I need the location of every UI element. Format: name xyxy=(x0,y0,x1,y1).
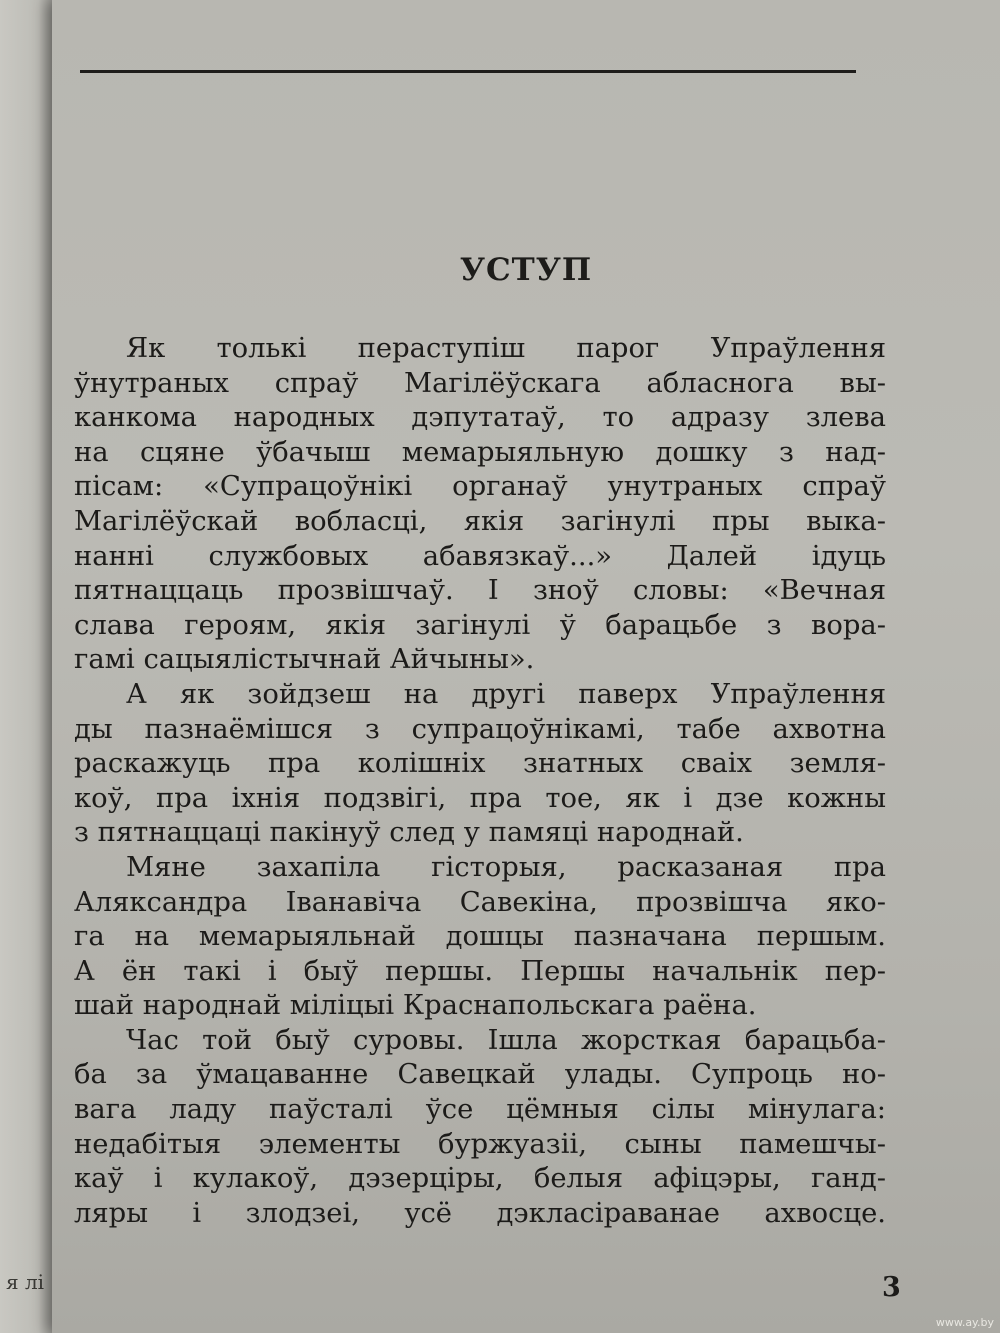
text-line: Мяне захапіла гісторыя, расказаная пра xyxy=(126,851,886,883)
text-line: Магілёўскай вобласці, якія загінулі пры выка- xyxy=(74,505,886,537)
text-line: коў, пра іхнія подзвігі, пра тое, як і дзе кожны xyxy=(74,782,886,814)
text-line: на сцяне ўбачыш мемарыяльную дошку з над- xyxy=(74,436,886,468)
body-text xyxy=(74,332,886,1231)
text-line: Аляксандра Іванавіча Савекіна, прозвішча яко- xyxy=(74,886,886,918)
text-line: канкома народных дэпутатаў, то адразу злева xyxy=(74,402,886,434)
text-line: ды пазнаёмішся з супрацоўнікамі, табе ахвотна xyxy=(74,713,886,745)
text-line: пісам: «Супрацоўнікі органаў унутраных спраў xyxy=(74,471,886,503)
text-line: каў і кулакоў, дэзерціры, белыя афіцэры, ганд- xyxy=(74,1163,886,1195)
text-line: А як зойдзеш на другі паверх Упраўлення xyxy=(126,678,886,710)
left-page-fragment: я лі xyxy=(6,1270,45,1294)
text-line: з пятнаццаці пакінуў след у памяці народнай. xyxy=(74,817,744,849)
chapter-title: УСТУП xyxy=(459,252,593,288)
text-line: ўнутраных спраў Магілёўскага абласнога вы- xyxy=(74,367,886,399)
text-line: раскажуць пра колішніх знатных сваіх земля- xyxy=(74,748,886,780)
text-line: нанні службовых абавязкаў...» Далей ідуць xyxy=(74,540,886,572)
text-line: вага ладу паўсталі ўсе цёмныя сілы мінулага: xyxy=(74,1094,886,1126)
text-line: Час той быў суровы. Ішла жорсткая барацьба- xyxy=(126,1024,886,1056)
text-line: ба за ўмацаванне Савецкай улады. Супроць но- xyxy=(74,1059,886,1091)
book-page xyxy=(52,0,1000,1333)
text-line: ляры і злодзеі, усё дэкласіраванае ахвосце. xyxy=(74,1197,886,1229)
header-rule xyxy=(80,70,856,73)
page-number: 3 xyxy=(882,1272,901,1303)
watermark: www.ay.by xyxy=(935,1316,994,1329)
text-line: пятнаццаць прозвішчаў. І зноў словы: «Вечная xyxy=(74,575,886,607)
text-line: А ён такі і быў першы. Першы начальнік пер- xyxy=(74,955,886,987)
text-line: недабітыя элементы буржуазіі, сыны памешчы- xyxy=(74,1128,886,1160)
text-line: га на мемарыяльнай дошцы пазначана першым. xyxy=(74,921,886,953)
text-line: Як толькі пераступіш парог Упраўлення xyxy=(126,333,886,364)
text-line: шай народнай міліцыі Краснапольскага раёна. xyxy=(74,990,757,1022)
text-line: гамі сацыялістычнай Айчыны». xyxy=(74,644,535,676)
text-line: слава героям, якія загінулі ў барацьбе з вора- xyxy=(74,609,886,641)
